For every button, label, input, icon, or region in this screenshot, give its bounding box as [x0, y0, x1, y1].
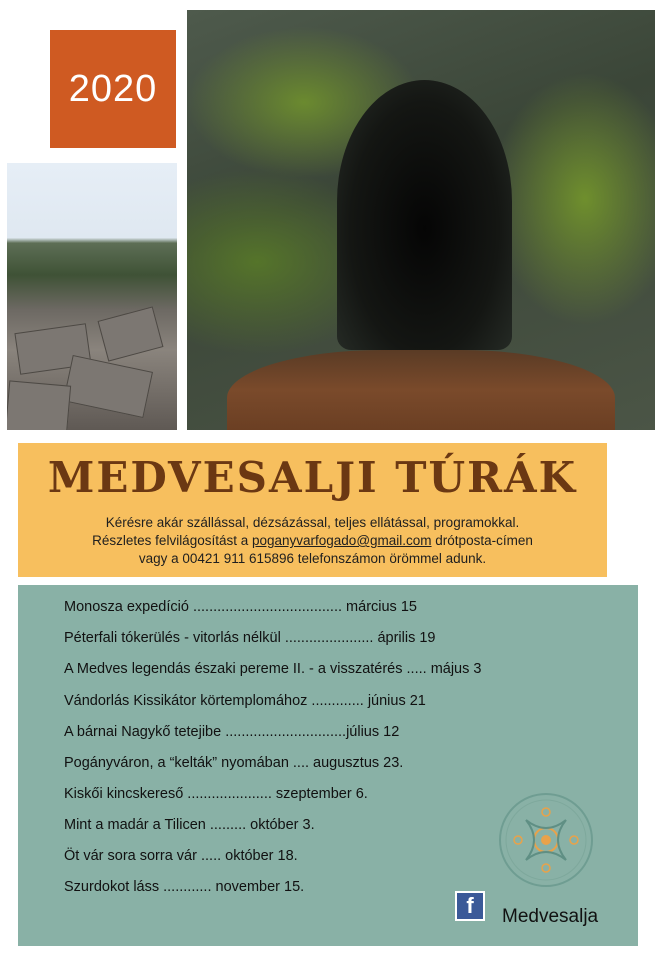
- main-title: MEDVESALJI TÚRÁK: [47, 453, 578, 502]
- info-line-3: vagy a 00421 911 615896 telefonszámon örömmel adunk.: [138, 551, 487, 566]
- event-item: Mint a madár a Tilicen ......... október 3.: [64, 817, 315, 833]
- event-item: Kiskői kincskereső ..................... szeptember 6.: [64, 786, 368, 802]
- cave-photo: [187, 10, 655, 430]
- mandala-ornament-icon: [496, 790, 596, 890]
- event-item: A bárnai Nagykő tetejibe ..............................július 12: [64, 724, 400, 740]
- cave-entrance: [337, 80, 512, 350]
- event-item: Péterfali tókerülés - vitorlás nélkül ...................... április 19: [64, 630, 436, 646]
- year-badge: [50, 30, 176, 148]
- event-item: Öt vár sora sorra vár ..... október 18.: [64, 848, 298, 864]
- fallen-leaves: [227, 350, 615, 430]
- title-banner: [18, 443, 607, 577]
- rock-shape: [7, 380, 71, 430]
- facebook-page-name[interactable]: Medvesalja: [502, 906, 599, 927]
- event-item: Szurdokot láss ............ november 15.: [64, 879, 305, 895]
- info-line-1: Kérésre akár szállással, dézsázással, teljes ellátással, programokkal.: [105, 515, 520, 530]
- year-text: 2020: [68, 67, 158, 110]
- mountain-photo: [7, 163, 177, 430]
- rock-shape: [63, 355, 153, 418]
- schedule-panel: [18, 585, 638, 946]
- event-item: Pogányváron, a “kelták” nyomában .... augusztus 23.: [64, 755, 404, 771]
- info-line-2: Részletes felvilágosítást a poganyvarfogado@gmail.com drótposta-címen: [92, 533, 533, 548]
- event-item: Vándorlás Kissikátor körtemplomához ............. június 21: [64, 693, 426, 709]
- rock-shape: [98, 306, 164, 361]
- email-link[interactable]: poganyvarfogado@gmail.com: [251, 533, 432, 548]
- facebook-icon[interactable]: f: [455, 891, 485, 921]
- event-item: A Medves legendás északi pereme II. - a visszatérés ..... május 3: [64, 661, 482, 677]
- event-item: Monosza expedíció ..................................... március 15: [64, 599, 417, 615]
